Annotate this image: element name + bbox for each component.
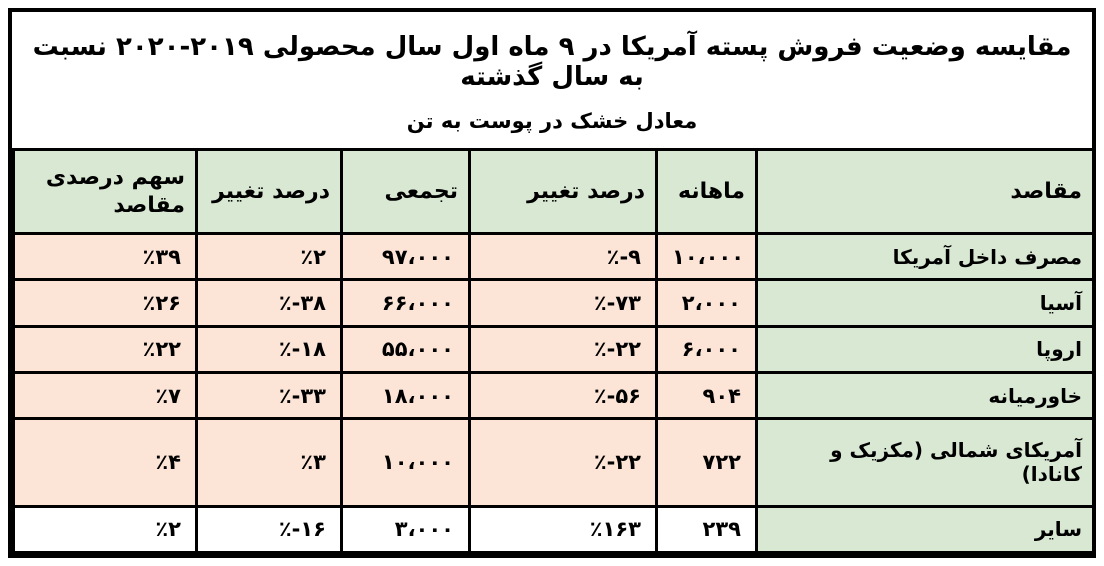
table-row	[14, 372, 1094, 418]
monthly-change-cell: ٪-۲۲	[470, 326, 657, 372]
monthly-change-cell: ٪-۲۲	[470, 419, 657, 506]
table-row	[14, 419, 1094, 506]
cumulative-change-cell: ٪-۳۳	[197, 372, 342, 418]
destination-cell: آسیا	[757, 280, 1094, 326]
cumulative-cell: ۱۸،۰۰۰	[342, 372, 470, 418]
share-cell: ٪۲	[14, 506, 197, 552]
cumulative-change-cell: ٪-۱۸	[197, 326, 342, 372]
table-row	[14, 234, 1094, 280]
cumulative-cell: ۱۰،۰۰۰	[342, 419, 470, 506]
monthly-cell: ۲،۰۰۰	[657, 280, 757, 326]
sales-table	[12, 148, 1095, 554]
col-header-cumulative-change: درصد تغییر	[197, 150, 342, 234]
monthly-cell: ۷۲۲	[657, 419, 757, 506]
cumulative-cell: ۵۵،۰۰۰	[342, 326, 470, 372]
destination-cell: اروپا	[757, 326, 1094, 372]
share-cell: ٪۲۶	[14, 280, 197, 326]
page-subtitle: معادل خشک در پوست به تن	[406, 108, 698, 133]
col-header-cumulative: تجمعی	[342, 150, 470, 234]
monthly-change-cell: ٪۱۶۳	[470, 506, 657, 552]
cumulative-cell: ۶۶،۰۰۰	[342, 280, 470, 326]
destination-cell: مصرف داخل آمریکا	[757, 234, 1094, 280]
cumulative-change-cell: ٪۳	[197, 419, 342, 506]
col-header-monthly: ماهانه	[657, 150, 757, 234]
table-row	[14, 326, 1094, 372]
destination-cell: خاورمیانه	[757, 372, 1094, 418]
col-header-destinations: مقاصد	[757, 150, 1094, 234]
monthly-change-cell: ٪-۷۳	[470, 280, 657, 326]
monthly-cell: ۹۰۴	[657, 372, 757, 418]
title-block	[12, 12, 1092, 148]
cumulative-change-cell: ٪۲	[197, 234, 342, 280]
share-cell: ٪۲۲	[14, 326, 197, 372]
table-row	[14, 506, 1094, 552]
table-row	[14, 280, 1094, 326]
monthly-change-cell: ٪-۵۶	[470, 372, 657, 418]
destination-cell: آمریکای شمالی (مکزیک و کانادا)	[757, 419, 1094, 506]
share-cell: ٪۳۹	[14, 234, 197, 280]
share-cell: ٪۴	[14, 419, 197, 506]
col-header-monthly-change: درصد تغییر	[470, 150, 657, 234]
monthly-change-cell: ٪-۹	[470, 234, 657, 280]
monthly-cell: ۲۳۹	[657, 506, 757, 552]
share-cell: ٪۷	[14, 372, 197, 418]
cumulative-change-cell: ٪-۱۶	[197, 506, 342, 552]
col-header-share: سهم درصدی مقاصد	[14, 150, 197, 234]
destination-cell: سایر	[757, 506, 1094, 552]
header-row	[14, 150, 1094, 234]
page-frame	[8, 8, 1096, 558]
cumulative-change-cell: ٪-۳۸	[197, 280, 342, 326]
cumulative-cell: ۳،۰۰۰	[342, 506, 470, 552]
cumulative-cell: ۹۷،۰۰۰	[342, 234, 470, 280]
page-title: مقایسه وضعیت فروش پسته آمریکا در ۹ ماه اول سال محصولی ۲۰۱۹-۲۰۲۰ نسبت به سال گذشته	[32, 32, 1072, 92]
monthly-cell: ۱۰،۰۰۰	[657, 234, 757, 280]
monthly-cell: ۶،۰۰۰	[657, 326, 757, 372]
